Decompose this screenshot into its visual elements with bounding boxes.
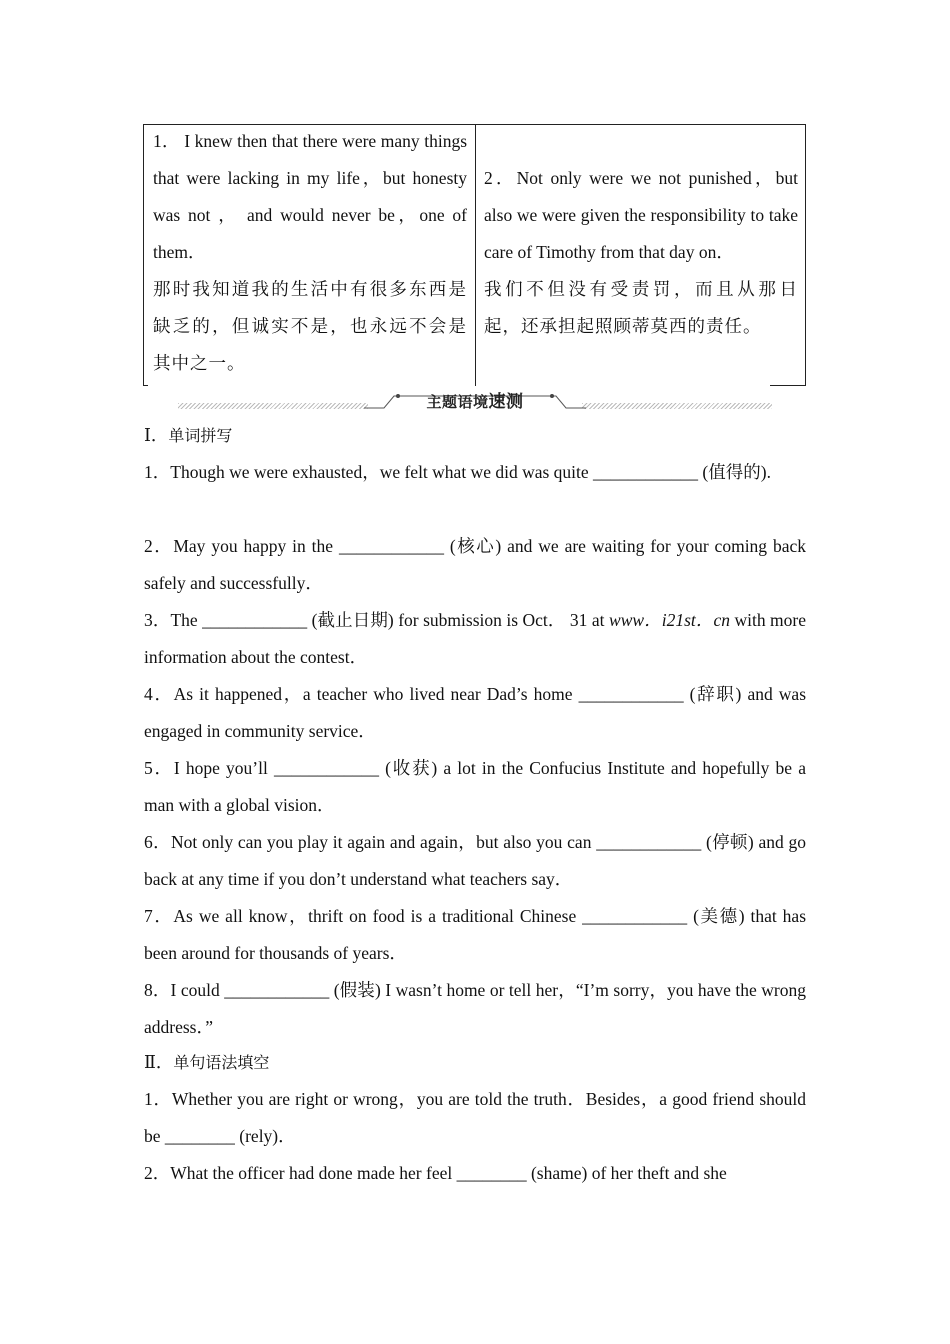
table-cell-right bbox=[484, 160, 798, 345]
section-1-item-3: 3．The ____________ (截止日期) for submission is Oct． 31 at www．i21st．cn with more information about the contest． bbox=[144, 610, 807, 667]
section-1-item-6: 6．Not only can you play it again and again，but also you can ____________ (停顿) and go back at any time if you don’t understand what teachers say． bbox=[144, 832, 807, 889]
banner-hatch-left bbox=[178, 403, 368, 409]
section-2-item-2: 2．What the officer had done made her feel ________ (shame) of her theft and she bbox=[144, 1163, 727, 1183]
section-2-heading: Ⅱ．单句语法填空 bbox=[144, 1052, 270, 1072]
contest-url: www．i21st．cn bbox=[609, 610, 730, 630]
table-bottom-left-edge bbox=[143, 385, 148, 386]
section-1-item-2: 2．May you happy in the ____________ (核心) and we are waiting for your coming back safely and successfully． bbox=[144, 536, 806, 593]
table-left-english: 1． I knew then that there were many things that were lacking in my life，but honesty was not ， and would never be，one of them． bbox=[153, 131, 468, 262]
section-1-item-4: 4．As it happened，a teacher who lived near Dad’s home ____________ (辞职) and was engaged in community service． bbox=[144, 684, 806, 741]
table-left-chinese: 那时我知道我的生活中有很多东西是缺乏的，但诚实不是，也永远不会是其中之一。 bbox=[153, 279, 467, 373]
table-divider bbox=[475, 125, 476, 386]
section-2-item-1: 1．Whether you are right or wrong，you are told the truth．Besides，a good friend should be ________ (rely)． bbox=[144, 1089, 806, 1146]
section-1-item-7: 7．As we all know，thrift on food is a traditional Chinese ____________ (美德) that has been around for thousands of years． bbox=[144, 906, 806, 963]
table-bottom-right-edge bbox=[770, 385, 806, 386]
section-banner bbox=[178, 386, 772, 412]
section-1-item-5: 5．I hope you’ll ____________ (收获) a lot in the Confucius Institute and hopefully be a man with a global vision． bbox=[144, 758, 807, 815]
table-right-chinese: 我们不但没有受责罚，而且从那日起，还承担起照顾蒂莫西的责任。 bbox=[484, 279, 798, 336]
translation-table bbox=[143, 124, 806, 386]
banner-title: 主题语境速测 bbox=[426, 392, 524, 412]
section-1-item-1: 1．Though we were exhausted，we felt what we did was quite ____________ (值得的). bbox=[144, 462, 771, 482]
banner-hatch-right bbox=[582, 403, 772, 409]
table-cell-left bbox=[153, 123, 467, 382]
table-right-english: 2．Not only were we not punished，but also we were given the responsibility to take care of Timothy from that day on． bbox=[484, 168, 798, 262]
section-1-item-8: 8．I could ____________ (假装) I wasn’t home or tell her，“I’m sorry，you have the wrong address．” bbox=[144, 980, 806, 1037]
section-1-heading: Ⅰ．单词拼写 bbox=[144, 425, 233, 445]
